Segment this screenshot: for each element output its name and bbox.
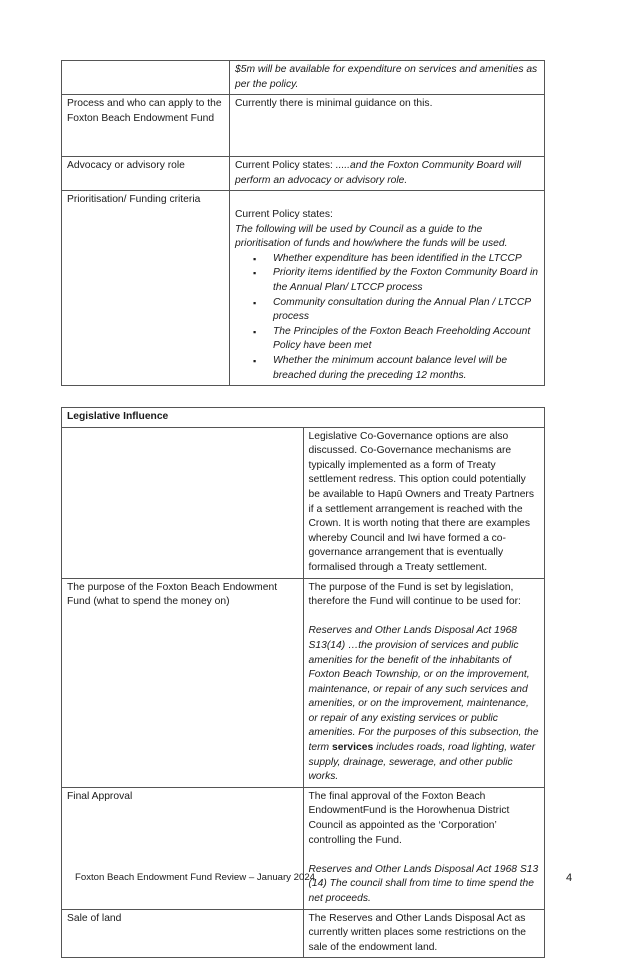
list-item: ▪ Whether the minimum account balance level will be breached during the preceding 12 months.: [235, 354, 539, 383]
cell-paragraph: The purpose of the Fund is set by legislation, therefore the Fund will continue to be used for:: [308, 581, 521, 608]
table-row: [62, 61, 545, 95]
table-row: [62, 427, 545, 578]
table-header-row: [62, 408, 545, 428]
table-row: [62, 95, 545, 157]
page-footer: Foxton Beach Endowment Fund Review – January 2024: [75, 872, 315, 883]
list-item: ▪ Whether expenditure has been identified in the LTCCP: [235, 252, 539, 267]
row-label: Final Approval: [62, 787, 304, 909]
cell-italic: Reserves and Other Lands Disposal Act 1968 S13 (14) The council shall from time to time spend the net proceeds.: [308, 863, 539, 904]
cell-paragraph: The final approval of the Foxton Beach EndowmentFund is the Horowhenua District Council as appointed as the ‘Corporation’ controlling the Fund.: [308, 790, 510, 846]
page-number: 4: [566, 872, 573, 884]
table-header: Legislative Influence: [62, 408, 545, 428]
list-item: ▪ The Principles of the Foxton Beach Freeholding Account Policy have been met: [235, 325, 539, 354]
table-cell: [303, 787, 545, 909]
cell-italic: The following will be used by Council as a guide to the prioritisation of funds and how/where the funds will be used.: [235, 223, 508, 250]
table-row: [62, 787, 545, 909]
table-cell: [303, 578, 545, 787]
table-row: [62, 909, 545, 958]
table-cell: Legislative Co-Governance options are also discussed. Co-Governance mechanisms are typically implemented as a form of Treaty settlement redress. This option could potentially be available to Hapū Owners and Treaty Partners if a settlement arrangement is reached with the Crown. It is worth noting that there are examples whereby Council and Iwi have formed a co-governance arrangement that is eventually formalised through a Treaty settlement.: [303, 427, 545, 578]
table-cell: [62, 61, 230, 95]
table-cell: [230, 191, 545, 386]
cell-italic: Reserves and Other Lands Disposal Act 1968 S13(14) …the provision of services and public amenities for the benefit of the inhabitants of Foxton Beach Township, or on the improvement, maintenance, or repair of any such services and amenities, or on the improvement, maintenance, or repair of any existing services or public amenities. For the purposes of this subsection, the term services includes roads, road lighting, water supply, drainage, sewerage, and other public works.: [308, 625, 539, 783]
list-item: ▪ Community consultation during the Annual Plan / LTCCP process: [235, 296, 539, 325]
policy-table: [61, 60, 545, 386]
cell-prefix: Current Policy states:: [235, 160, 336, 172]
row-label: Prioritisation/ Funding criteria: [62, 191, 230, 386]
row-label: Sale of land: [62, 909, 304, 958]
bullet-list: [235, 252, 539, 383]
table-cell: [230, 157, 545, 191]
bold-term: services: [331, 742, 374, 754]
table-cell: Currently there is minimal guidance on this.: [230, 95, 545, 157]
table-row: [62, 578, 545, 787]
cell-italic: .....and the Foxton Community Board will perform an advocacy or advisory role.: [235, 160, 522, 186]
row-label: Process and who can apply to the Foxton Beach Endowment Fund: [62, 95, 230, 157]
row-label: The purpose of the Foxton Beach Endowment Fund (what to spend the money on): [62, 578, 304, 787]
table-cell: [62, 427, 304, 578]
table-cell: The Reserves and Other Lands Disposal Act as currently written places some restrictions on the sale of the endowment land.: [303, 909, 545, 958]
table-cell: $5m will be available for expenditure on services and amenities as per the policy.: [230, 61, 545, 95]
list-item: ▪ Priority items identified by the Foxton Community Board in the Annual Plan/ LTCCP process: [235, 266, 539, 295]
row-label: Advocacy or advisory role: [62, 157, 230, 191]
table-row: [62, 157, 545, 191]
cell-intro: Current Policy states:: [235, 208, 333, 220]
table-row: [62, 191, 545, 386]
